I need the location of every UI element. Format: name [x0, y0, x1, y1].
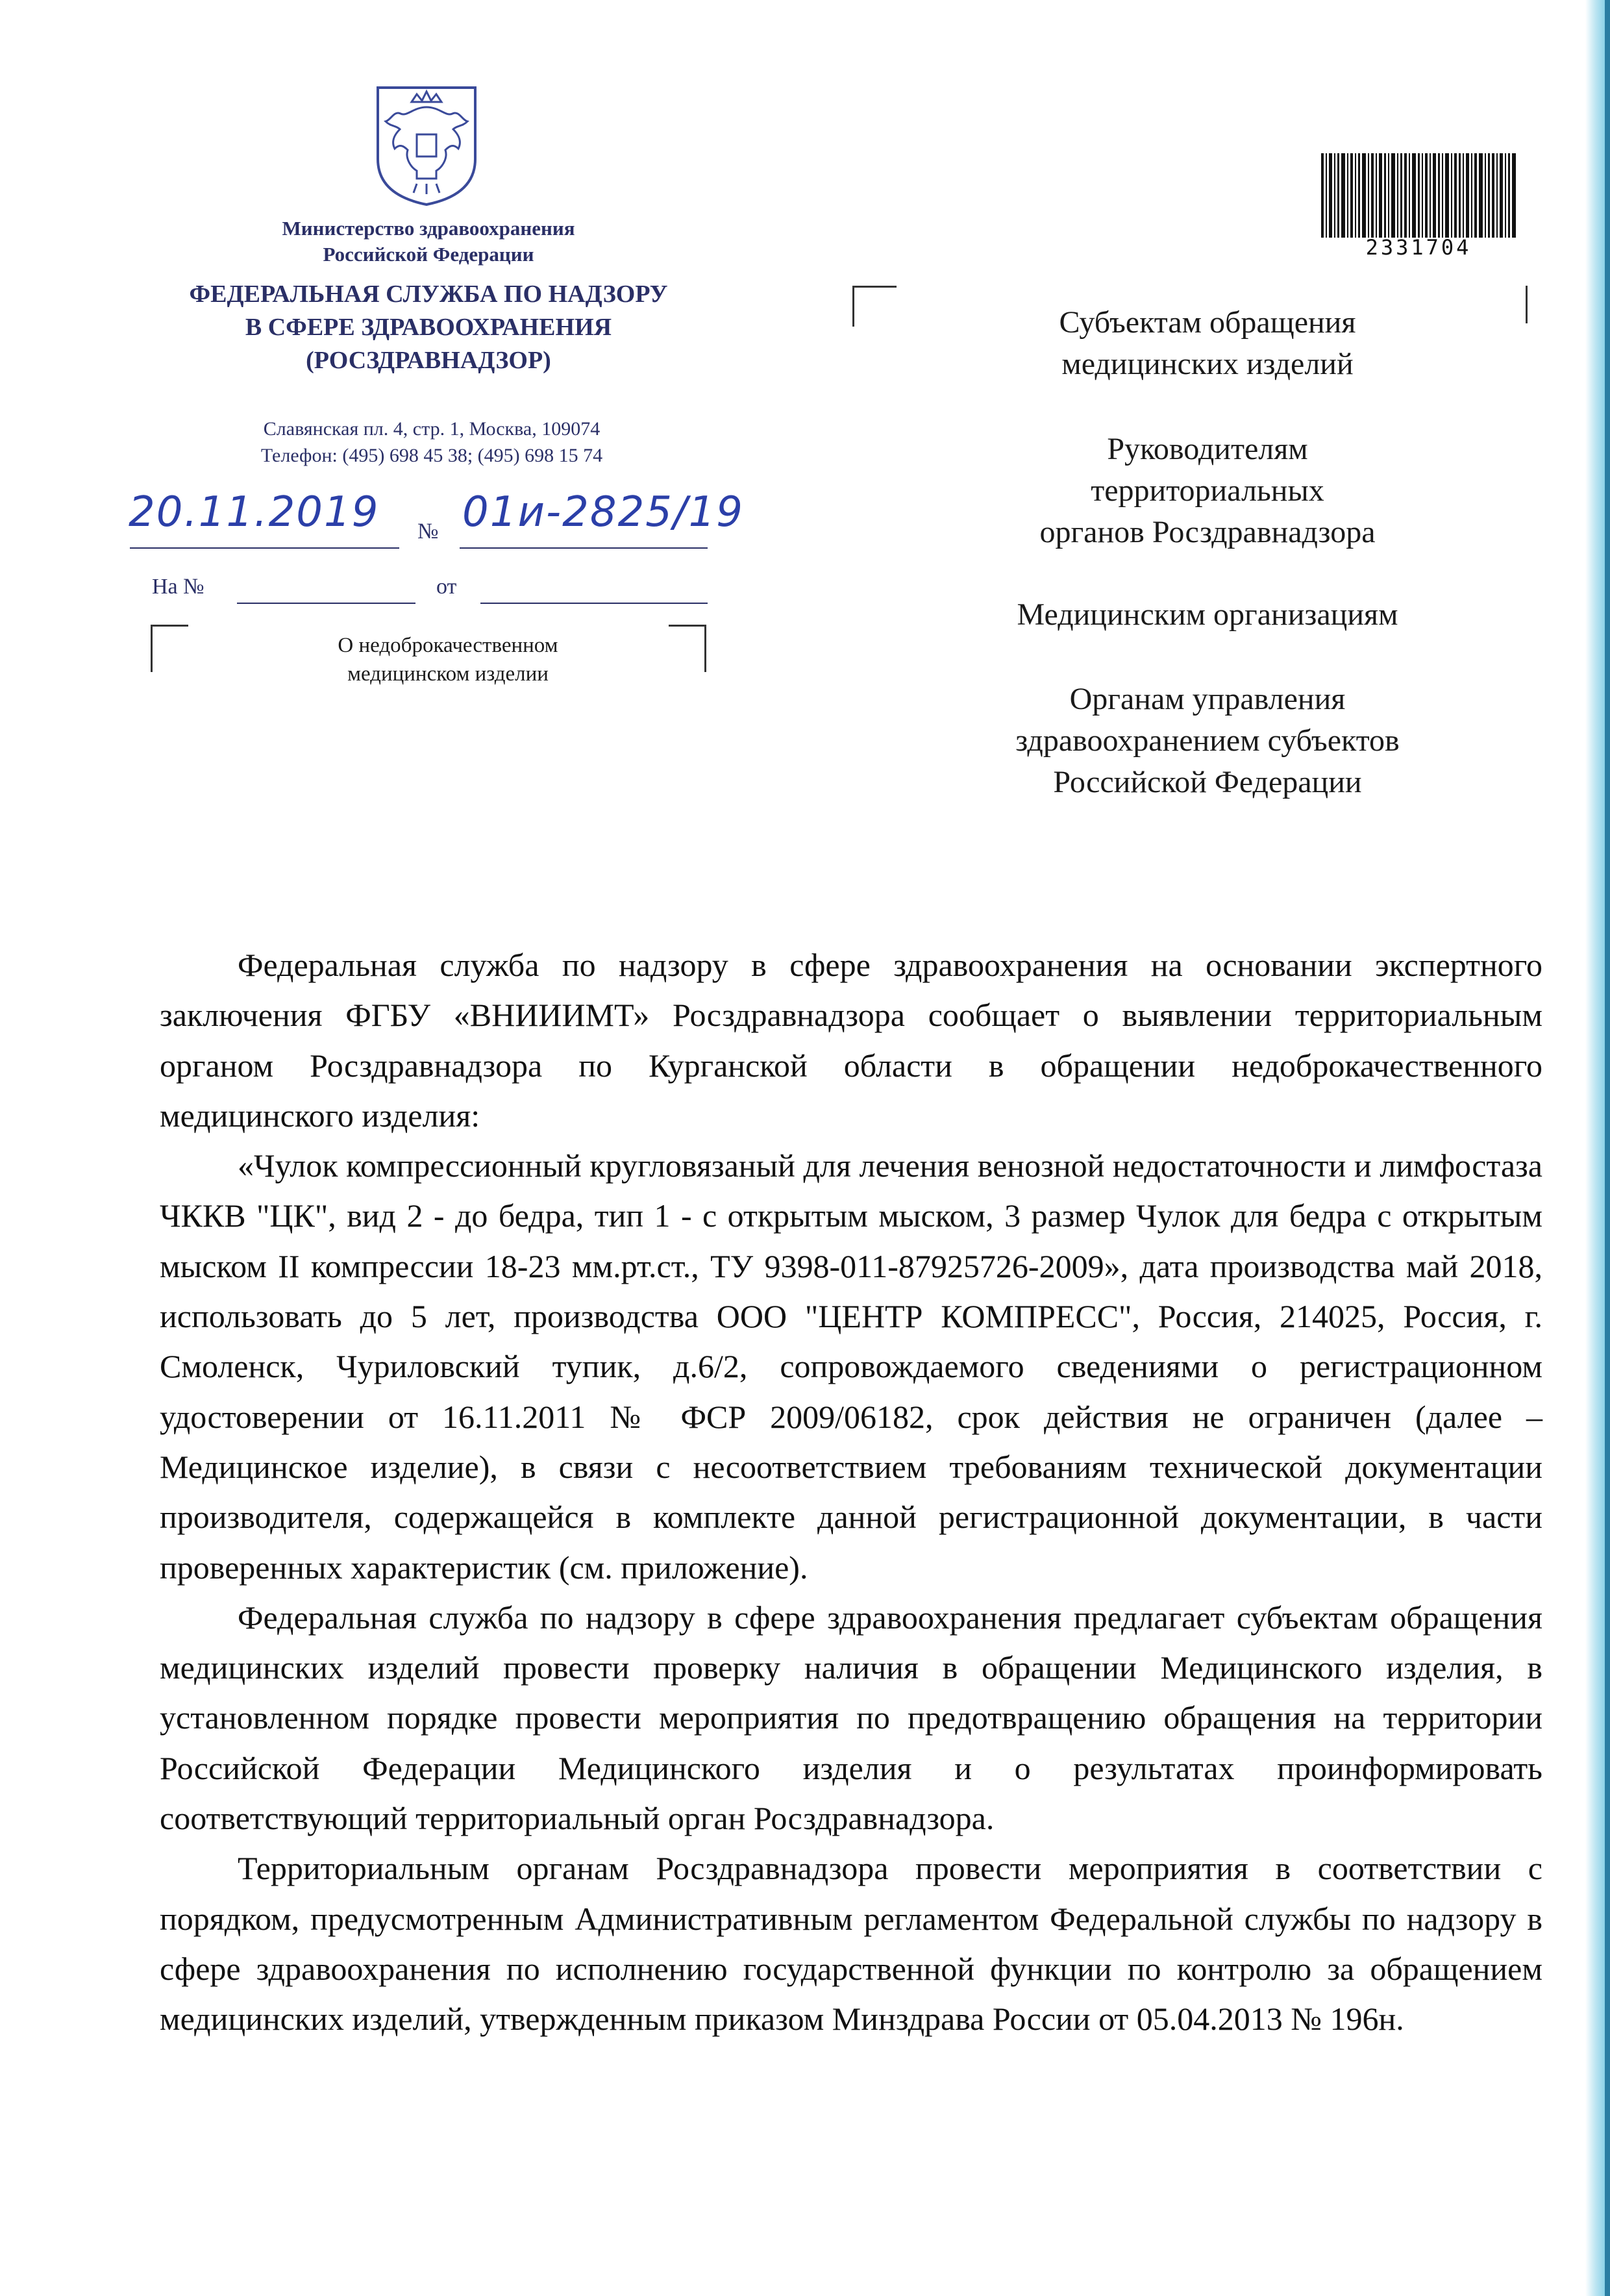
reply-to-row — [152, 575, 204, 599]
addressee-block-3 — [928, 594, 1487, 636]
reply-date-line — [480, 603, 708, 604]
scan-edge-dark — [1605, 0, 1610, 2296]
service-line-3: (РОСЗДРАВНАДЗОР) — [306, 347, 551, 374]
addressee-line: Руководителям — [1107, 432, 1308, 466]
addressee-line: здравоохранением субъектов — [1015, 723, 1400, 758]
ministry-name — [208, 216, 649, 268]
addressee-line: органов Росздравнадзора — [1039, 515, 1376, 549]
handwritten-number: 01и-2825/19 — [462, 488, 744, 536]
addressee-block-2 — [928, 429, 1487, 553]
addressee-line: Органам управления — [1069, 682, 1346, 716]
number-label: № — [417, 519, 439, 543]
number-underline — [460, 547, 708, 549]
subject-line-2: медицинском изделии — [347, 662, 549, 686]
addressee-line: медицинских изделий — [1061, 347, 1354, 381]
body-paragraph-2: «Чулок компрессионный кругловязаный для лечения венозной недостаточности и лимфостаза ЧККВ "ЦК", вид 2 - до бедра, тип 1 - с открытым мыском, 3 размер Чулок для бедра с открытым мыском II компрессии 18-23 мм.рт.ст., ТУ 9398-011-87925726-2009», дата производства май 2018, использовать до 5 лет, производства ООО "ЦЕНТР КОМПРЕСС", Россия, 214025, Россия, г. Смоленск, Чуриловский тупик, д.6/2, сопровождаемого сведениями о регистрационном удостоверении от 16.11.2011 № ФСР 2009/06182, срок действия не ограничен (далее – Медицинское изделие), в связи с несоответствием требованиям технической документации производителя, содержащейся в комплекте данной регистрационной документации, в части проверенных характеристик (см. приложение). — [160, 1147, 1542, 1586]
addressee-bracket-left — [852, 286, 897, 327]
barcode-image — [1321, 153, 1516, 238]
barcode-number: 2331704 — [1365, 235, 1472, 260]
service-line-2: В СФЕРЕ ЗДРАВООХРАНЕНИЯ — [245, 314, 612, 341]
date-underline — [130, 547, 399, 549]
subject-line-1: О недоброкачественном — [338, 634, 558, 657]
body-paragraph-1: Федеральная служба по надзору в сфере здравоохранения на основании экспертного заключения ФГБУ «ВНИИИМТ» Росздравнадзора сообщает о выявлении территориальным органом Росздравнадзора по Курганской области в обращении недоброкачественного медицинского изделия: — [160, 947, 1542, 1134]
bracket-top-right — [669, 625, 706, 672]
handwritten-date: 20.11.2019 — [129, 488, 380, 536]
service-line-1: ФЕДЕРАЛЬНАЯ СЛУЖБА ПО НАДЗОРУ — [189, 281, 668, 308]
addressee-block-4 — [928, 679, 1487, 803]
addressee-line: территориальных — [1091, 473, 1324, 508]
service-name — [149, 278, 708, 377]
ministry-line-1: Министерство здравоохранения — [282, 217, 575, 240]
addressee-line: Медицинским организациям — [1017, 597, 1398, 632]
address-line-1: Славянская пл. 4, стр. 1, Москва, 109074 — [263, 418, 601, 440]
address-line-2: Телефон: (495) 698 45 38; (495) 698 15 74 — [260, 445, 603, 466]
from-label: от — [436, 575, 457, 599]
addressee-line: Российской Федерации — [1053, 765, 1362, 799]
addressee-block-1 — [928, 302, 1487, 385]
body-paragraph-3: Федеральная служба по надзору в сфере здравоохранения предлагает субъектам обращения медицинских изделий провести проверку наличия в обращении Медицинского изделия, в установленном порядке провести мероприятия по предотвращению обращения на территории Российской Федерации Медицинского изделия и о результатах проинформировать соответствующий территориальный орган Росздравнадзора. — [160, 1599, 1542, 1837]
bracket-top-left — [151, 625, 188, 672]
service-address — [156, 416, 708, 469]
addressee-bracket-right — [1500, 286, 1528, 323]
coat-of-arms-emblem — [371, 81, 482, 208]
letter-body — [160, 940, 1542, 2045]
subject-line — [266, 631, 630, 688]
ministry-line-2: Российской Федерации — [323, 243, 534, 266]
addressee-line: Субъектам обращения — [1059, 305, 1356, 340]
reply-number-line — [237, 603, 415, 604]
reply-to-label: На № — [152, 575, 204, 599]
body-paragraph-4: Территориальным органам Росздравнадзора провести мероприятия в соответствии с порядком, предусмотренным Административным регламентом Федеральной службы по надзору в сфере здравоохранения по исполнению государственной функции по контролю за обращением медицинских изделий, утвержденным приказом Минздрава России от 05.04.2013 № 196н. — [160, 1850, 1542, 2038]
